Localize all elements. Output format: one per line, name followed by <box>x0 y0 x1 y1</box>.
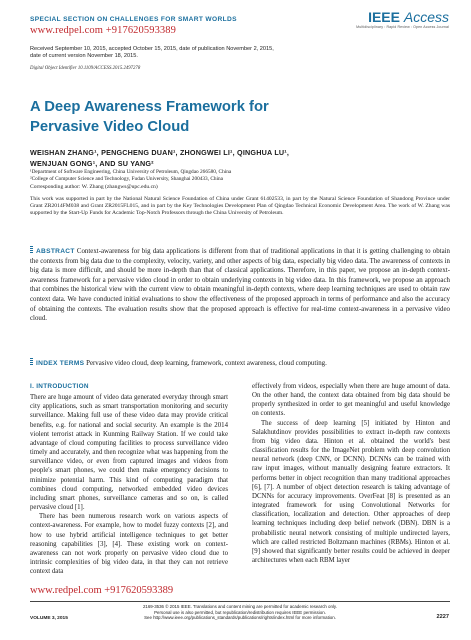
author-list <box>30 148 330 169</box>
copyright-line-1: 2169-3536 © 2015 IEEE. Translations and content mining are permitted for academic research only. <box>142 604 337 609</box>
dates-line-1: Received September 10, 2015, accepted October 15, 2015, date of publication November 2, 2015, <box>30 46 274 52</box>
logo-tagline: Multidisciplinary : Rapid Review : Open Access Journal <box>356 25 449 29</box>
doi-line: Digital Object Identifier 10.1109/ACCESS.2015.2497278 <box>30 66 141 71</box>
abstract-heading: ABSTRACT <box>36 248 75 255</box>
paragraph: There has been numerous research work on various aspects of context-awareness. For example, how to model fuzzy contexts [2], and how to use hybrid artificial intelligence techniques to get better reasoning capabilities [3], [4]. These existing work on context-awareness can not work properly on pervasive video cloud due to intrinsic complexities of big video data, in that they can not retrieve context data <box>30 513 228 576</box>
section-marker-icon <box>30 358 33 366</box>
paragraph: There are huge amount of video data generated everyday through smart city applications, such as smart transportation monitoring and security surveillance. Making full use of these video data may provide critical benefits, e.g. for national and social security. An example is the 2014 violent terrorist attack in Kunming Railway Station. If we could take advantage of cloud computing facilities to process surveillance video timely and accurately, and then recognize what was happening from the surveillance video, or even from captured images and videos from people's smart phones, we could then make emergency decisions to minimize potential harm. This kind of computing paradigm that combines cloud computing, networked embedded video devices including smart phones, surveillance cameras and so on, is called pervasive cloud [1]. <box>30 394 228 512</box>
affiliation-2: ²College of Computer Science and Technology, Fudan University, Shanghai 200433, China <box>30 175 223 182</box>
authors-line-1: WEISHAN ZHANG¹, PENGCHENG DUAN¹, ZHONGWEI LI¹, QINGHUA LU¹, <box>30 148 290 157</box>
footer-divider <box>30 601 450 602</box>
body-column-left <box>30 382 228 576</box>
body-column-right <box>252 382 450 565</box>
affiliations <box>30 169 450 182</box>
special-section-label: SPECIAL SECTION ON CHALLENGES FOR SMART WORLDS <box>30 16 237 23</box>
authors-line-2: WENJUAN GONG¹, AND SU YANG² <box>30 158 154 168</box>
volume-label: VOLUME 3, 2015 <box>30 616 68 621</box>
affiliation-1: ¹Department of Software Engineering, China University of Petroleum, Qingdao 266580, China <box>30 169 232 175</box>
index-terms-text: Pervasive video cloud, deep learning, framework, context awareness, cloud computing. <box>86 360 327 367</box>
funding-statement: This work was supported in part by the National Natural Science Foundation of China under Grant 61402533, in part by the Natural Science Foundation of Shandong Province under Grant ZR2014FM038 and Grant ZR2015FL015, and in part by the Key Technologies Development Plan of Qingdao Technical Economic Development Area. The work of W. Zhang was supported by the Start-Up Funds for Academic Top-Notch Professors through the China University of Petroleum. <box>30 196 450 217</box>
paper-title <box>30 97 330 137</box>
corresponding-author: Corresponding author: W. Zhang (zhangws@upc.edu.cn) <box>30 184 158 190</box>
dates-line-2: date of current version November 18, 2015. <box>30 53 138 60</box>
copyright-line-3: See http://www.ieee.org/publications_standards/publications/rights/index.html for more information. <box>144 615 336 621</box>
paragraph: effectively from videos, especially when there are huge amount of data. On the other hand, the context data obtained from big data should be properly synthesized in order to get meaningful and useful knowledge on contexts. <box>252 383 450 418</box>
copyright-notice <box>120 604 360 621</box>
watermark-bottom: www.redpel.com +917620593389 <box>30 585 174 596</box>
journal-header <box>0 0 471 46</box>
index-terms-heading: INDEX TERMS <box>36 360 85 367</box>
logo-ieee-text: IEEE <box>368 9 400 25</box>
title-line-2: Pervasive Video Cloud <box>30 119 190 135</box>
index-terms-block <box>30 358 450 368</box>
copyright-line-2: Personal use is also permitted, but republication/redistribution requires IEEE permission. <box>154 609 326 615</box>
watermark-top: www.redpel.com +917620593389 <box>30 25 176 36</box>
publication-dates <box>30 46 450 61</box>
logo-access-text: Access <box>403 9 449 25</box>
page-number: 2227 <box>436 614 449 620</box>
section-heading-introduction: I. INTRODUCTION <box>30 383 89 390</box>
section-marker-icon <box>30 246 33 254</box>
ieee-access-logo <box>356 10 449 29</box>
abstract-text: Context-awareness for big data applications is different from that of traditional applications in that it is getting challenging to obtain the contexts from big data due to the complexity, velocity, variety, and other aspects of big data, especially big video data. The awareness of contexts in big data is more difficult, and should be more in-depth than that of classical applications. Therefore, in this paper, we propose an in-depth context-awareness framework for a pervasive video cloud in order to obtain underlying contexts in big video data. In this framework, we propose an approach that combines the historical view with the current view to obtain meaningful in-depth contexts, where deep learning techniques are used to obtain raw context data. We have conducted initial evaluations to show the effectiveness of the proposed approach in terms of performance and also the accuracy of obtaining the contexts. The evaluation results show that the proposed approach is effective for real-time context-awareness in a pervasive video cloud. <box>30 248 450 323</box>
abstract-block <box>30 246 450 324</box>
paragraph: The success of deep learning [5] initiated by Hinton and Salakhutdinov provides possibilities to extract in-depth raw contexts from big video data. Hinton et al. obtained the world's best classification results for the ImageNet problem with deep convolution neural network (deep CNN, or DCNN). DCNNs can be trained with raw input images, without manually designing feature extractors. It performs better in object recognition than many traditional approaches [6], [7]. A number of object detection research is taking advantage of DCNNs for accuracy improvements. OverFeat [8] is presented as an integrated framework for using Convolutional Networks for classification, localization and detection. Other approaches of deep learning techniques including deep belief network (DBN). DBN is a probabilistic neural network consisting of multiple undirected layers, which are called restricted Boltzmann machines (RBMs). Hinton et al. [9] showed that significantly better results could be achieved in deeper architectures when each RBM layer <box>252 419 450 564</box>
title-line-1: A Deep Awareness Framework for <box>30 99 269 115</box>
